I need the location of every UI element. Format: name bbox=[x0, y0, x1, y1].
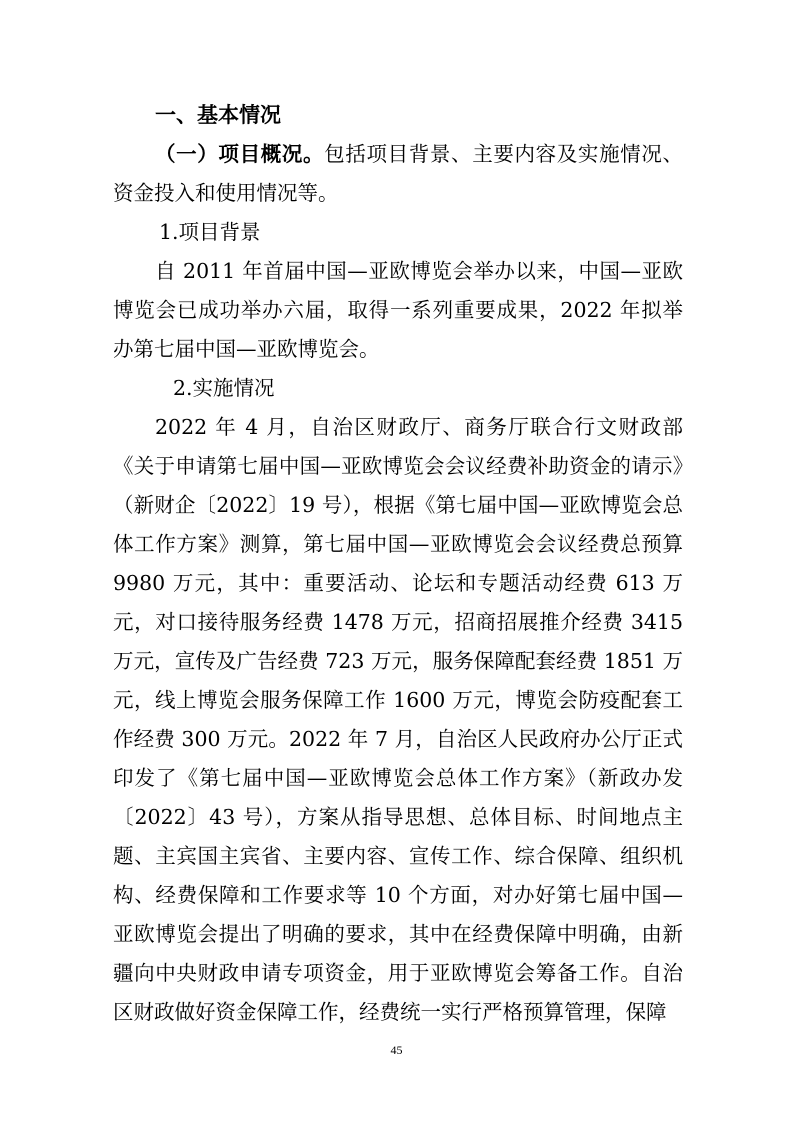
overview-text: 包括项目背景、主要内容及实施情况、资金投入和使用情况等。 bbox=[113, 142, 684, 205]
background-title: 1.项目背景 bbox=[159, 220, 261, 244]
implementation-title: 2.实施情况 bbox=[173, 376, 275, 400]
implementation-paragraph: 2022 年 4 月，自治区财政厅、商务厅联合行文财政部《关于申请第七届中国—亚欧博览会会议经费补助资金的请示》（新财企〔2022〕19 号），根据《第七届中国—亚欧博览会总体工作方案》测算，第七届中国—亚欧博览会会议经费总预算 9980 万元，其中：重要活动、论坛和专题活动经费 613 万元，对口接待服务经费 1478 万元，招商招展推介经费 3415 万元，宣传及广告经费 723 万元，服务保障配套经费 1851 万元，线上博览会服务保障工作 1600 万元，博览会防疫配套工作经费 300 万元。2022 年 7 月，自治区人民政府办公厅正式印发了《第七届中国—亚欧博览会总体工作方案》（新政办发〔2022〕43 号），方案从指导思想、总体目标、时间地点主题、主宾国主宾省、主要内容、宣传工作、综合保障、组织机构、经费保障和工作要求等 10 个方面，对办好第七届中国—亚欧博览会提出了明确的要求，其中在经费保障中明确，由新疆向中央财政申请专项资金，用于亚欧博览会筹备工作。自治区财政做好资金保障工作，经费统一实行严格预算管理，保障 bbox=[113, 415, 683, 1024]
section-heading-basic: 一、基本情况 bbox=[155, 103, 281, 127]
document-body bbox=[113, 96, 683, 1032]
page-number: 45 bbox=[390, 1043, 403, 1057]
background-paragraph: 自 2011 年首届中国—亚欧博览会举办以来，中国—亚欧博览会已成功举办六届，取得一系列重要成果，2022 年拟举办第七届中国—亚欧博览会。 bbox=[113, 259, 683, 361]
overview-paragraph bbox=[113, 135, 683, 213]
overview-title: （一）项目概况。 bbox=[155, 142, 325, 166]
